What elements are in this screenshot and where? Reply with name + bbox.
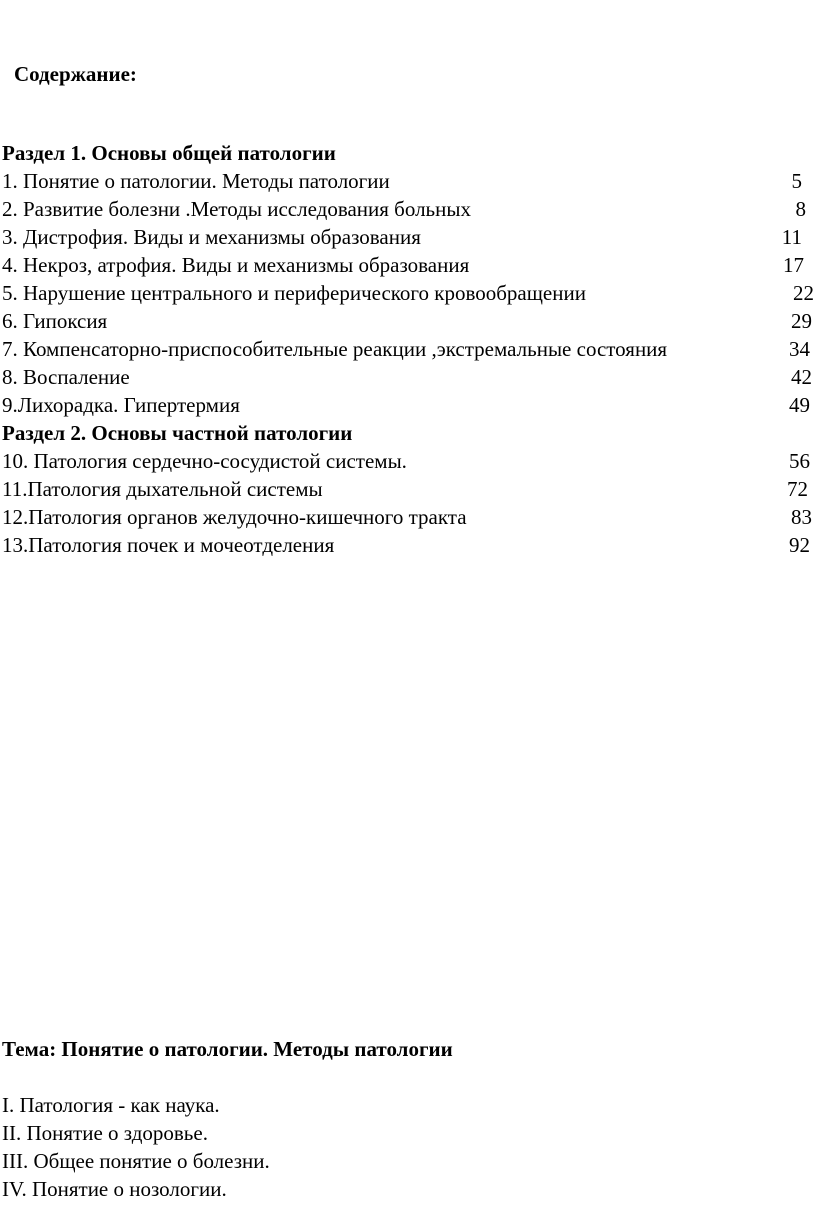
outline-item: III. Общее понятие о болезни. <box>2 1149 270 1173</box>
toc-entry-label: 3. Дистрофия. Виды и механизмы образования <box>2 225 421 249</box>
toc-entry-page: 29 <box>791 309 812 333</box>
toc-entry <box>0 195 816 223</box>
toc-entry-label: 11.Патология дыхательной системы <box>2 477 323 501</box>
toc-entry-page: 42 <box>791 365 812 389</box>
toc-entry <box>0 363 816 391</box>
outline-item: II. Понятие о здоровье. <box>2 1121 208 1145</box>
toc-entry-page: 34 <box>789 337 810 361</box>
toc-entry-label: 10. Патология сердечно-сосудистой системы. <box>2 449 407 473</box>
toc-section-2-heading: Раздел 2. Основы частной патологии <box>2 421 353 445</box>
toc-entry <box>0 223 816 251</box>
toc-entry-label: 7. Компенсаторно-приспособительные реакции ,экстремальные состояния <box>2 337 668 361</box>
toc-entry-page: 72 <box>787 477 808 501</box>
outline-item: IV. Понятие о нозологии. <box>2 1177 227 1201</box>
toc-entry-label: 12.Патология органов желудочно-кишечного тракта <box>2 505 467 529</box>
toc-entry-label: 4. Некроз, атрофия. Виды и механизмы образования <box>2 253 470 277</box>
toc-entry-page: 83 <box>791 505 812 529</box>
toc-entry-page: 5 <box>791 169 802 193</box>
toc-entry <box>0 307 816 335</box>
toc-entry-page: 17 <box>783 253 804 277</box>
toc-entry-label: 8. Воспаление <box>2 365 130 389</box>
toc-entry <box>0 167 816 195</box>
toc-section-1-heading: Раздел 1. Основы общей патологии <box>2 141 336 165</box>
toc-entry-page: 8 <box>795 197 806 221</box>
toc-entry <box>0 335 816 363</box>
toc-entry-label: 6. Гипоксия <box>2 309 108 333</box>
toc-entry <box>0 447 816 475</box>
toc-entry-label: 5. Нарушение центрального и периферического кровообращении <box>2 281 586 305</box>
toc-entry <box>0 475 816 503</box>
toc-entry-label: 13.Патология почек и мочеотделения <box>2 533 335 557</box>
toc-entry <box>0 251 816 279</box>
topic-heading: Тема: Понятие о патологии. Методы патологии <box>2 1037 453 1061</box>
page-title: Содержание: <box>14 62 137 86</box>
toc-entry-page: 22 <box>793 281 814 305</box>
toc-entry-label: 2. Развитие болезни .Методы исследования больных <box>2 197 471 221</box>
table-of-contents <box>0 139 816 559</box>
toc-entry-page: 11 <box>781 225 802 249</box>
topic-outline <box>2 1091 270 1203</box>
toc-entry <box>0 503 816 531</box>
toc-entry <box>0 279 816 307</box>
toc-entry <box>0 531 816 559</box>
toc-entry-page: 92 <box>789 533 810 557</box>
toc-entry-label: 1. Понятие о патологии. Методы патологии <box>2 169 390 193</box>
toc-entry-page: 49 <box>789 393 810 417</box>
toc-entry-page: 56 <box>789 449 810 473</box>
toc-entry-label: 9.Лихорадка. Гипертермия <box>2 393 240 417</box>
outline-item: I. Патология - как наука. <box>2 1093 220 1117</box>
toc-entry <box>0 391 816 419</box>
